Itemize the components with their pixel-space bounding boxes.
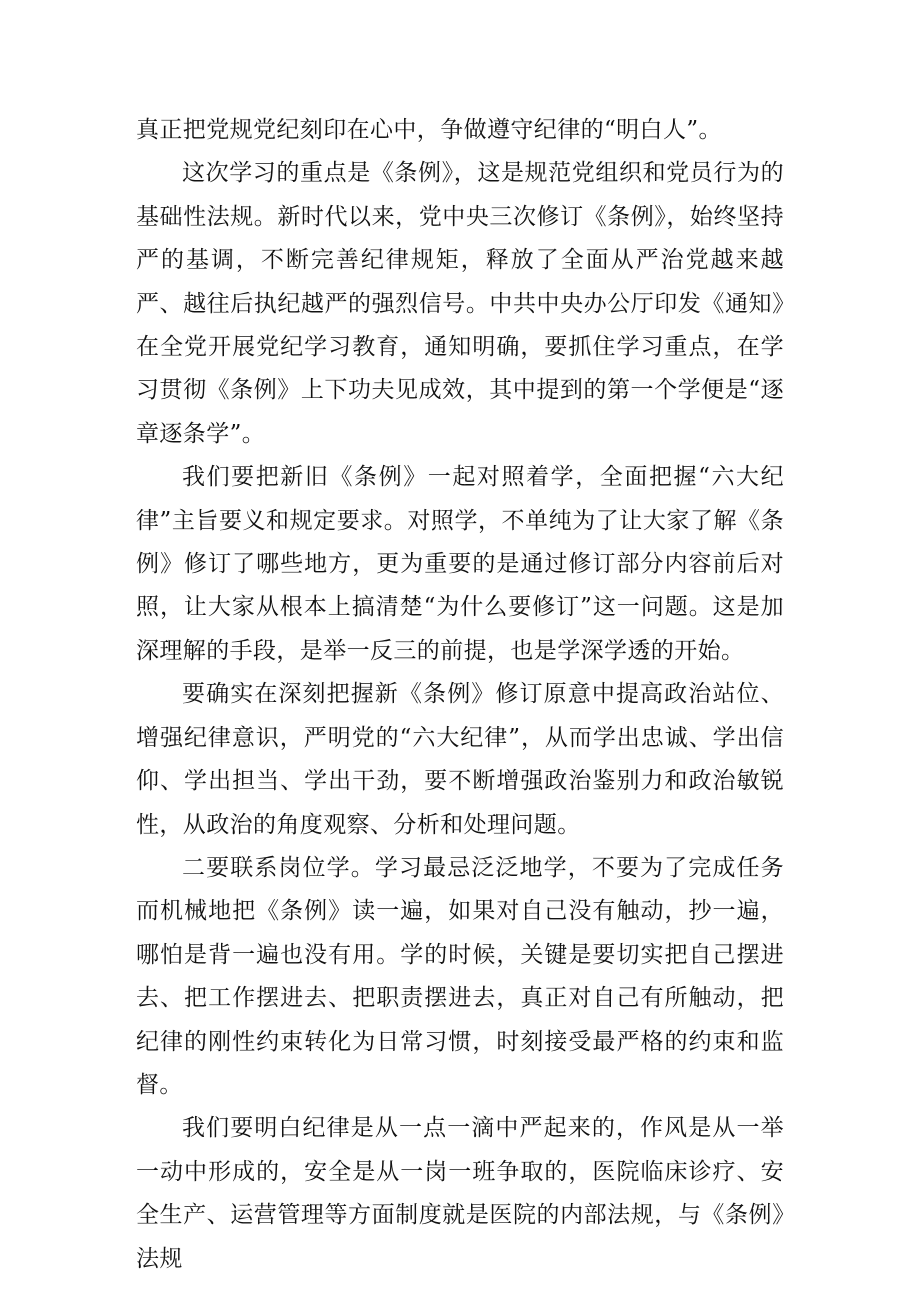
- paragraph: 我们要明白纪律是从一点一滴中严起来的，作风是从一举一动中形成的，安全是从一岗一班争取的，医院临床诊疗、安全生产、运营管理等方面制度就是医院的内部法规，与《条例》法规: [136, 1115, 784, 1272]
- document-body: [136, 109, 784, 1281]
- paragraph: 要确实在深刻把握新《条例》修订原意中提高政治站位、增强纪律意识，严明党的“六大纪律”，从而学出忠诚、学出信仰、学出担当、学出干劲，要不断增强政治鉴别力和政治敏锐性，从政治的角度观察、分析和处理问题。: [136, 681, 784, 838]
- paragraph: 我们要把新旧《条例》一起对照着学，全面把握“六大纪律”主旨要义和规定要求。对照学，不单纯为了让大家了解《条例》修订了哪些地方，更为重要的是通过修订部分内容前后对照，让大家从根本上搞清楚“为什么要修订”这一问题。这是加深理解的手段，是举一反三的前提，也是学深学透的开始。: [136, 464, 784, 664]
- paragraph: 这次学习的重点是《条例》，这是规范党组织和党员行为的基础性法规。新时代以来，党中央三次修订《条例》，始终坚持严的基调，不断完善纪律规矩，释放了全面从严治党越来越严、越往后执纪越严的强烈信号。中共中央办公厅印发《通知》在全党开展党纪学习教育，通知明确，要抓住学习重点，在学习贯彻《条例》上下功夫见成效，其中提到的第一个学便是“逐章逐条学”。: [136, 160, 784, 447]
- paragraph: 二要联系岗位学。学习最忌泛泛地学，不要为了完成任务而机械地把《条例》读一遍，如果对自己没有触动，抄一遍，哪怕是背一遍也没有用。学的时候，关键是要切实把自己摆进去、把工作摆进去、把职责摆进去，真正对自己有所触动，把纪律的刚性约束转化为日常习惯，时刻接受最严格的约束和监督。: [136, 854, 784, 1098]
- paragraph-continuation: 真正把党规党纪刻印在心中，争做遵守纪律的“明白人”。: [136, 117, 722, 143]
